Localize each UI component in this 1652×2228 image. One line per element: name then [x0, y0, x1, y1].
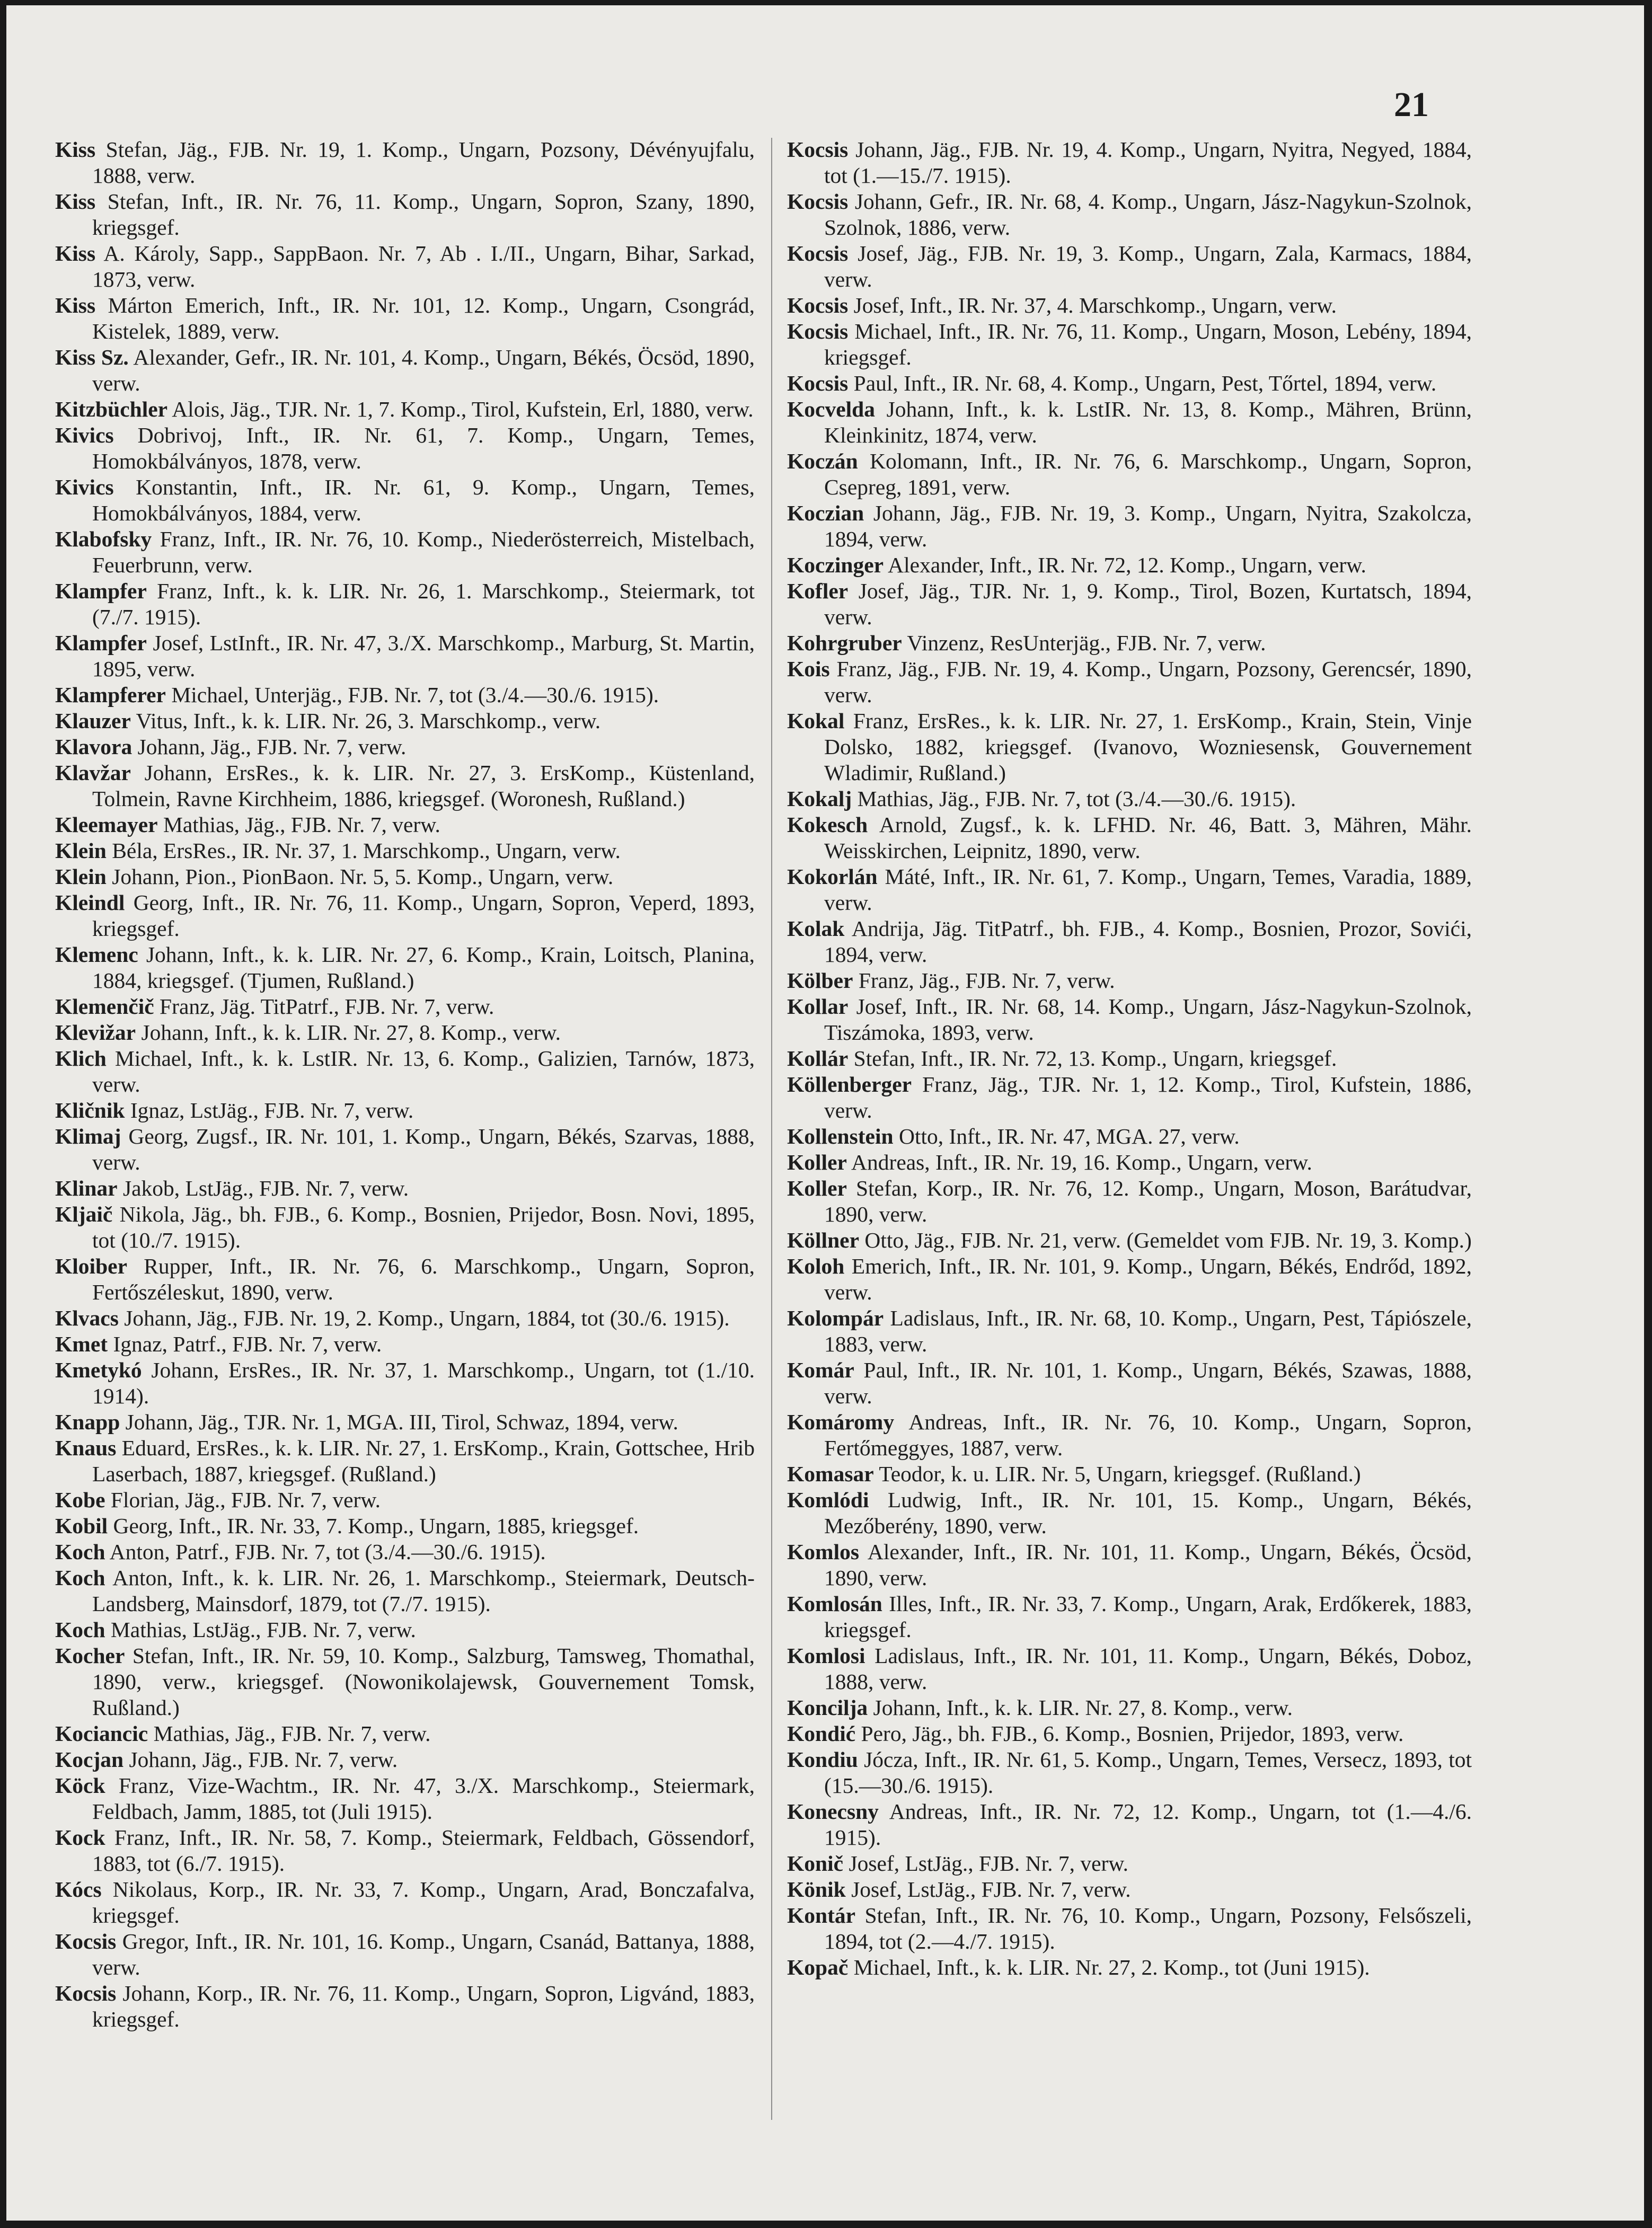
- entry-surname: Komlosán: [787, 1592, 882, 1616]
- entry-surname: Koczinger: [787, 553, 884, 577]
- column-divider: [771, 138, 772, 2120]
- list-entry: [55, 241, 755, 293]
- list-entry: [55, 890, 755, 942]
- entry-details: Stefan, Inft., IR. Nr. 59, 10. Komp., Salzburg, Tamsweg, Thomathal, 1890, verw., kriegsgef. (Nowonikolajewsk, Gouvernement Tomsk, Rußland.): [92, 1643, 755, 1720]
- list-entry: [787, 1591, 1472, 1643]
- list-entry: [787, 1955, 1472, 1981]
- page-number: 21: [1394, 85, 1429, 124]
- entry-details: Ludwig, Inft., IR. Nr. 101, 15. Komp., Ungarn, Békés, Mezőberény, 1890, verw.: [824, 1488, 1472, 1538]
- entry-details: Mathias, LstJäg., FJB. Nr. 7, verw.: [110, 1617, 416, 1642]
- entry-surname: Kitzbüchler: [55, 397, 168, 421]
- entry-surname: Klevižar: [55, 1020, 136, 1045]
- list-entry: [787, 1175, 1472, 1227]
- entry-surname: Klauzer: [55, 709, 131, 733]
- entry-surname: Kocjan: [55, 1747, 124, 1772]
- entry-details: Andreas, Inft., IR. Nr. 72, 12. Komp., Ungarn, tot (1.—4./6. 1915).: [824, 1799, 1472, 1850]
- entry-surname: Kocsis: [787, 137, 849, 162]
- list-entry: [787, 552, 1472, 578]
- entry-details: Michael, Inft., k. k. LstIR. Nr. 13, 6. Komp., Galizien, Tarnów, 1873, verw.: [92, 1046, 755, 1097]
- entry-surname: Komlos: [787, 1540, 860, 1564]
- entry-surname: Kopač: [787, 1955, 849, 1979]
- entry-details: Johann, Jäg., FJB. Nr. 7, verw.: [137, 735, 407, 759]
- entry-surname: Kiss: [55, 189, 96, 214]
- list-entry: [55, 1175, 755, 1201]
- entry-details: Ignaz, Patrf., FJB. Nr. 7, verw.: [113, 1332, 382, 1356]
- list-entry: [55, 1253, 755, 1305]
- list-entry: [787, 864, 1472, 916]
- entry-surname: Klein: [55, 838, 107, 863]
- list-entry: [55, 630, 755, 682]
- entry-details: Johann, Inft., k. k. LstIR. Nr. 13, 8. Komp., Mähren, Brünn, Kleinkinitz, 1874, verw.: [824, 397, 1472, 447]
- list-entry: [787, 1150, 1472, 1175]
- list-entry: [787, 1305, 1472, 1357]
- entry-details: Franz, Jäg., FJB. Nr. 7, verw.: [858, 968, 1115, 993]
- entry-surname: Kličnik: [55, 1098, 125, 1122]
- entry-surname: Kocsis: [55, 1981, 117, 2005]
- entry-surname: Kociancic: [55, 1721, 148, 1746]
- list-entry: [55, 396, 755, 422]
- entry-details: Vinzenz, ResUnterjäg., FJB. Nr. 7, verw.: [907, 631, 1266, 655]
- entry-details: Andreas, Inft., IR. Nr. 19, 16. Komp., Ungarn, verw.: [851, 1150, 1312, 1174]
- list-entry: [55, 1617, 755, 1643]
- entry-details: Johann, Gefr., IR. Nr. 68, 4. Komp., Ungarn, Jász-Nagykun-Szolnok, Szolnok, 1886, verw.: [824, 189, 1472, 240]
- list-entry: [787, 994, 1472, 1046]
- entry-details: Franz, Inft., k. k. LIR. Nr. 26, 1. Marschkomp., Steiermark, tot (7./7. 1915).: [92, 579, 755, 629]
- list-entry: [787, 1695, 1472, 1721]
- entry-details: Stefan, Inft., IR. Nr. 76, 10. Komp., Ungarn, Pozsony, Felsőszeli, 1894, tot (2.—4./7. 1915).: [824, 1903, 1472, 1953]
- entry-surname: Klavžar: [55, 761, 131, 785]
- list-entry: [55, 994, 755, 1020]
- list-entry: [787, 1227, 1472, 1253]
- entry-details: Georg, Zugsf., IR. Nr. 101, 1. Komp., Ungarn, Békés, Szarvas, 1888, verw.: [92, 1124, 755, 1174]
- entry-details: Rupper, Inft., IR. Nr. 76, 6. Marschkomp., Ungarn, Sopron, Fertőszéleskut, 1890, verw.: [92, 1254, 755, 1304]
- entry-details: Ignaz, LstJäg., FJB. Nr. 7, verw.: [130, 1098, 414, 1122]
- list-entry: [787, 1877, 1472, 1903]
- list-entry: [55, 1305, 755, 1331]
- entry-surname: Kokorlán: [787, 864, 878, 889]
- entry-details: Emerich, Inft., IR. Nr. 101, 9. Komp., Ungarn, Békés, Endrőd, 1892, verw.: [824, 1254, 1472, 1304]
- list-entry: [55, 137, 755, 189]
- list-entry: [55, 1825, 755, 1877]
- entry-surname: Klampferer: [55, 683, 166, 707]
- entry-surname: Köllner: [787, 1228, 860, 1252]
- entry-surname: Kolompár: [787, 1306, 884, 1330]
- list-entry: [787, 1487, 1472, 1539]
- entry-details: Johann, Jäg., FJB. Nr. 7, verw.: [129, 1747, 398, 1772]
- entry-surname: Könik: [787, 1877, 846, 1902]
- entry-surname: Kleemayer: [55, 812, 158, 837]
- entry-details: Franz, Vize-Wachtm., IR. Nr. 47, 3./X. Marschkomp., Steiermark, Feldbach, Jamm, 1885, tot (Juli 1915).: [92, 1773, 755, 1824]
- entry-details: Mathias, Jäg., FJB. Nr. 7, verw.: [163, 812, 440, 837]
- list-entry: [55, 734, 755, 760]
- entry-surname: Köck: [55, 1773, 105, 1798]
- entry-details: Franz, Jäg., TJR. Nr. 1, 12. Komp., Tirol, Kufstein, 1886, verw.: [824, 1072, 1472, 1122]
- list-entry: [55, 1877, 755, 1929]
- entry-surname: Köllenberger: [787, 1072, 912, 1097]
- entry-surname: Kokesch: [787, 812, 868, 837]
- list-entry: [787, 1461, 1472, 1487]
- list-entry: [55, 1020, 755, 1046]
- entry-details: Otto, Jäg., FJB. Nr. 21, verw. (Gemeldet vom FJB. Nr. 19, 3. Komp.): [864, 1228, 1472, 1252]
- list-entry: [55, 682, 755, 708]
- entry-surname: Komáromy: [787, 1410, 895, 1434]
- entry-details: Andreas, Inft., IR. Nr. 76, 10. Komp., Ungarn, Sopron, Fertőmeggyes, 1887, verw.: [824, 1410, 1472, 1460]
- entry-surname: Klampfer: [55, 631, 147, 655]
- list-entry: [55, 1098, 755, 1124]
- entry-surname: Kiss: [55, 293, 96, 317]
- entry-details: Alexander, Inft., IR. Nr. 101, 11. Komp., Ungarn, Békés, Öcsöd, 1890, verw.: [824, 1540, 1472, 1590]
- entry-details: Johann, Jäg., FJB. Nr. 19, 3. Komp., Ungarn, Nyitra, Szakolcza, 1894, verw.: [824, 501, 1472, 551]
- list-entry: [787, 812, 1472, 864]
- entry-details: Josef, Inft., IR. Nr. 37, 4. Marschkomp., Ungarn, verw.: [853, 293, 1337, 317]
- entry-surname: Kocvelda: [787, 397, 875, 421]
- entry-surname: Kljaič: [55, 1202, 113, 1226]
- entry-surname: Koch: [55, 1617, 105, 1642]
- entry-details: Márton Emerich, Inft., IR. Nr. 101, 12. Komp., Ungarn, Csongrád, Kistelek, 1889, verw.: [92, 293, 755, 343]
- entry-surname: Klampfer: [55, 579, 147, 603]
- entry-surname: Kolak: [787, 916, 845, 941]
- entry-surname: Klvacs: [55, 1306, 119, 1330]
- entry-surname: Kocsis: [787, 241, 849, 266]
- entry-details: Johann, Inft., k. k. LIR. Nr. 27, 8. Komp., verw.: [873, 1695, 1293, 1720]
- entry-details: Konstantin, Inft., IR. Nr. 61, 9. Komp., Ungarn, Temes, Homokbálványos, 1884, verw.: [92, 475, 755, 525]
- list-entry: [787, 370, 1472, 396]
- entry-surname: Klimaj: [55, 1124, 121, 1148]
- list-entry: [787, 1643, 1472, 1695]
- list-entry: [787, 1903, 1472, 1955]
- entry-surname: Kmetykó: [55, 1358, 142, 1382]
- entry-details: Nikolaus, Korp., IR. Nr. 33, 7. Komp., Ungarn, Arad, Bonczafalva, kriegsgef.: [92, 1877, 755, 1928]
- entry-details: Illes, Inft., IR. Nr. 33, 7. Komp., Ungarn, Arak, Erdőkerek, 1883, kriegsgef.: [824, 1592, 1472, 1642]
- list-entry: [787, 656, 1472, 708]
- entry-details: Pero, Jäg., bh. FJB., 6. Komp., Bosnien, Prijedor, 1893, verw.: [861, 1721, 1404, 1746]
- document-page: [6, 5, 1644, 2221]
- list-entry: [55, 293, 755, 344]
- entry-surname: Kohrgruber: [787, 631, 902, 655]
- entry-surname: Kocsis: [55, 1929, 117, 1953]
- entry-details: Kolomann, Inft., IR. Nr. 76, 6. Marschkomp., Ungarn, Sopron, Csepreg, 1891, verw.: [824, 449, 1472, 499]
- list-entry: [787, 1799, 1472, 1851]
- entry-details: Ladislaus, Inft., IR. Nr. 68, 10. Komp., Ungarn, Pest, Tápiószele, 1883, verw.: [824, 1306, 1472, 1356]
- entry-details: Michael, Inft., IR. Nr. 76, 11. Komp., Ungarn, Moson, Lebény, 1894, kriegsgef.: [824, 319, 1472, 369]
- entry-details: Alexander, Gefr., IR. Nr. 101, 4. Komp., Ungarn, Békés, Öcsöd, 1890, verw.: [92, 345, 755, 395]
- list-entry: [55, 1539, 755, 1565]
- list-entry: [55, 474, 755, 526]
- list-entry: [55, 760, 755, 812]
- entry-surname: Kócs: [55, 1877, 102, 1902]
- entry-surname: Kiss: [55, 137, 96, 162]
- entry-surname: Kölber: [787, 968, 853, 993]
- entry-surname: Kollenstein: [787, 1124, 894, 1148]
- entry-surname: Koncilja: [787, 1695, 868, 1720]
- entry-details: Georg, Inft., IR. Nr. 33, 7. Komp., Ungarn, 1885, kriegsgef.: [113, 1514, 639, 1538]
- entry-surname: Kobe: [55, 1488, 105, 1512]
- list-entry: [787, 1357, 1472, 1409]
- list-entry: [787, 293, 1472, 319]
- entry-details: Teodor, k. u. LIR. Nr. 5, Ungarn, kriegsgef. (Rußland.): [879, 1462, 1361, 1486]
- entry-details: Stefan, Korp., IR. Nr. 76, 12. Komp., Ungarn, Moson, Barátudvar, 1890, verw.: [824, 1176, 1472, 1226]
- list-entry: [787, 500, 1472, 552]
- list-entry: [55, 812, 755, 838]
- entry-surname: Komlosi: [787, 1643, 865, 1668]
- list-entry: [787, 1072, 1472, 1124]
- entry-surname: Knapp: [55, 1410, 120, 1434]
- entry-details: Georg, Inft., IR. Nr. 76, 11. Komp., Ungarn, Sopron, Veperd, 1893, kriegsgef.: [92, 890, 755, 941]
- entry-surname: Kollár: [787, 1046, 849, 1071]
- entry-details: Johann, Jäg., FJB. Nr. 19, 2. Komp., Ungarn, 1884, tot (30./6. 1915).: [124, 1306, 730, 1330]
- entry-details: Franz, Inft., IR. Nr. 58, 7. Komp., Steiermark, Feldbach, Gössendorf, 1883, tot (6./7. 1915).: [92, 1825, 755, 1876]
- entry-surname: Klemenc: [55, 942, 138, 967]
- list-entry: [55, 1487, 755, 1513]
- list-entry: [55, 344, 755, 396]
- entry-surname: Kokalj: [787, 786, 852, 811]
- list-entry: [55, 1201, 755, 1253]
- entry-surname: Koloh: [787, 1254, 845, 1278]
- list-entry: [787, 319, 1472, 370]
- entry-details: Dobrivoj, Inft., IR. Nr. 61, 7. Komp., Ungarn, Temes, Homokbálványos, 1878, verw.: [92, 423, 755, 473]
- entry-details: Vitus, Inft., k. k. LIR. Nr. 26, 3. Marschkomp., verw.: [136, 709, 601, 733]
- entry-details: Johann, Pion., PionBaon. Nr. 5, 5. Komp., Ungarn, verw.: [112, 864, 614, 889]
- entry-surname: Koczán: [787, 449, 858, 473]
- entry-details: Arnold, Zugsf., k. k. LFHD. Nr. 46, Batt. 3, Mähren, Mähr. Weisskirchen, Leipnitz, 1890, verw.: [824, 812, 1472, 863]
- entry-details: A. Károly, Sapp., SappBaon. Nr. 7, Ab . I./II., Ungarn, Bihar, Sarkad, 1873, verw.: [92, 241, 755, 291]
- list-entry: [787, 1721, 1472, 1747]
- entry-surname: Koch: [55, 1566, 105, 1590]
- entry-surname: Kiss Sz.: [55, 345, 129, 369]
- entry-details: Johann, Inft., k. k. LIR. Nr. 27, 8. Komp., verw.: [141, 1020, 561, 1045]
- list-entry: [787, 708, 1472, 786]
- entry-surname: Knaus: [55, 1436, 117, 1460]
- entry-details: Franz, ErsRes., k. k. LIR. Nr. 27, 1. ErsKomp., Krain, Stein, Vinje Dolsko, 1882, kriegsgef. (Ivanovo, Wozniesensk, Gouvernement Wladimir, Rußland.): [824, 709, 1472, 785]
- list-entry: [55, 1565, 755, 1617]
- entry-details: Nikola, Jäg., bh. FJB., 6. Komp., Bosnien, Prijedor, Bosn. Novi, 1895, tot (10./7. 1915).: [92, 1202, 755, 1252]
- entry-surname: Kock: [55, 1825, 105, 1850]
- list-entry: [55, 1929, 755, 1981]
- list-entry: [787, 916, 1472, 968]
- entry-surname: Kocher: [55, 1643, 125, 1668]
- entry-surname: Klinar: [55, 1176, 118, 1200]
- entry-surname: Klemenčič: [55, 994, 154, 1019]
- entry-surname: Koller: [787, 1176, 847, 1200]
- entry-details: Josef, LstJäg., FJB. Nr. 7, verw.: [851, 1877, 1131, 1902]
- right-column: [787, 137, 1472, 1981]
- list-entry: [787, 189, 1472, 241]
- entry-details: Florian, Jäg., FJB. Nr. 7, verw.: [110, 1488, 381, 1512]
- entry-surname: Kofler: [787, 579, 849, 603]
- list-entry: [787, 396, 1472, 448]
- list-entry: [55, 864, 755, 890]
- entry-details: Anton, Inft., k. k. LIR. Nr. 26, 1. Marschkomp., Steiermark, Deutsch-Landsberg, Mainsdorf, 1879, tot (7./7. 1915).: [92, 1566, 755, 1616]
- entry-details: Franz, Inft., IR. Nr. 76, 10. Komp., Niederösterreich, Mistelbach, Feuerbrunn, verw.: [92, 527, 755, 577]
- entry-surname: Klein: [55, 864, 107, 889]
- entry-details: Josef, Jäg., FJB. Nr. 19, 3. Komp., Ungarn, Zala, Karmacs, 1884, verw.: [824, 241, 1472, 291]
- list-entry: [55, 1643, 755, 1721]
- entry-details: Johann, ErsRes., IR. Nr. 37, 1. Marschkomp., Ungarn, tot (1./10. 1914).: [92, 1358, 755, 1408]
- list-entry: [55, 708, 755, 734]
- list-entry: [787, 1747, 1472, 1799]
- list-entry: [787, 630, 1472, 656]
- list-entry: [55, 1513, 755, 1539]
- entry-surname: Komár: [787, 1358, 854, 1382]
- entry-details: Johann, Inft., k. k. LIR. Nr. 27, 6. Komp., Krain, Loitsch, Planina, 1884, kriegsgef. (Tjumen, Rußland.): [92, 942, 755, 993]
- entry-surname: Kocsis: [787, 371, 849, 395]
- entry-details: Eduard, ErsRes., k. k. LIR. Nr. 27, 1. ErsKomp., Krain, Gottschee, Hrib Laserbach, 1887, kriegsgef. (Rußland.): [92, 1436, 755, 1486]
- entry-surname: Kiss: [55, 241, 96, 266]
- entry-surname: Kois: [787, 657, 830, 681]
- list-entry: [55, 838, 755, 864]
- list-entry: [55, 942, 755, 994]
- entry-details: Alois, Jäg., TJR. Nr. 1, 7. Komp., Tirol, Kufstein, Erl, 1880, verw.: [172, 397, 754, 421]
- entry-surname: Kloiber: [55, 1254, 128, 1278]
- list-entry: [55, 1773, 755, 1825]
- list-entry: [787, 786, 1472, 812]
- entry-details: Mathias, Jäg., FJB. Nr. 7, tot (3./4.—30./6. 1915).: [857, 786, 1296, 811]
- list-entry: [787, 968, 1472, 994]
- entry-details: Stefan, Jäg., FJB. Nr. 19, 1. Komp., Ungarn, Pozsony, Dévényujfalu, 1888, verw.: [92, 137, 755, 188]
- list-entry: [787, 1851, 1472, 1877]
- list-entry: [787, 1124, 1472, 1150]
- entry-details: Stefan, Inft., IR. Nr. 72, 13. Komp., Ungarn, kriegsgef.: [853, 1046, 1337, 1071]
- entry-details: Alexander, Inft., IR. Nr. 72, 12. Komp., Ungarn, verw.: [888, 553, 1366, 577]
- list-entry: [787, 1253, 1472, 1305]
- entry-surname: Koller: [787, 1150, 847, 1174]
- entry-surname: Kondiu: [787, 1747, 858, 1772]
- entry-surname: Konič: [787, 1851, 844, 1876]
- entry-surname: Kivics: [55, 423, 114, 447]
- entry-surname: Konecsny: [787, 1799, 879, 1824]
- entry-surname: Koczian: [787, 501, 864, 525]
- entry-surname: Kontár: [787, 1903, 856, 1928]
- entry-details: Ladislaus, Inft., IR. Nr. 101, 11. Komp., Ungarn, Békés, Doboz, 1888, verw.: [824, 1643, 1472, 1694]
- list-entry: [787, 448, 1472, 500]
- entry-details: Johann, Korp., IR. Nr. 76, 11. Komp., Ungarn, Sopron, Ligvánd, 1883, kriegsgef.: [92, 1981, 755, 2031]
- entry-surname: Kobil: [55, 1514, 108, 1538]
- entry-details: Johann, Jäg., FJB. Nr. 19, 4. Komp., Ungarn, Nyitra, Negyed, 1884, tot (1.—15./7. 1915).: [824, 137, 1472, 188]
- list-entry: [787, 241, 1472, 293]
- list-entry: [55, 578, 755, 630]
- entry-details: Johann, ErsRes., k. k. LIR. Nr. 27, 3. ErsKomp., Küstenland, Tolmein, Ravne Kirchheim, 1886, kriegsgef. (Woronesh, Rußland.): [92, 761, 755, 811]
- entry-details: Béla, ErsRes., IR. Nr. 37, 1. Marschkomp., Ungarn, verw.: [112, 838, 621, 863]
- list-entry: [55, 422, 755, 474]
- entry-surname: Kocsis: [787, 319, 849, 343]
- entry-surname: Koch: [55, 1540, 105, 1564]
- list-entry: [55, 1046, 755, 1098]
- list-entry: [787, 1409, 1472, 1461]
- entry-details: Jócza, Inft., IR. Nr. 61, 5. Komp., Ungarn, Temes, Versecz, 1893, tot (15.—30./6. 1915).: [824, 1747, 1472, 1798]
- entry-details: Paul, Inft., IR. Nr. 101, 1. Komp., Ungarn, Békés, Szawas, 1888, verw.: [824, 1358, 1472, 1408]
- entry-details: Franz, Jäg. TitPatrf., FJB. Nr. 7, verw.: [160, 994, 494, 1019]
- list-entry: [55, 1721, 755, 1747]
- list-entry: [55, 1409, 755, 1435]
- entry-surname: Kondić: [787, 1721, 856, 1746]
- entry-details: Otto, Inft., IR. Nr. 47, MGA. 27, verw.: [898, 1124, 1240, 1148]
- entry-details: Michael, Unterjäg., FJB. Nr. 7, tot (3./4.—30./6. 1915).: [171, 683, 659, 707]
- list-entry: [55, 189, 755, 241]
- entry-details: Josef, LstJäg., FJB. Nr. 7, verw.: [849, 1851, 1129, 1876]
- entry-surname: Kokal: [787, 709, 845, 733]
- entry-details: Josef, Inft., IR. Nr. 68, 14. Komp., Ungarn, Jász-Nagykun-Szolnok, Tiszámoka, 1893, verw.: [824, 994, 1472, 1045]
- entry-details: Andrija, Jäg. TitPatrf., bh. FJB., 4. Komp., Bosnien, Prozor, Sovići, 1894, verw.: [824, 916, 1472, 967]
- entry-surname: Kollar: [787, 994, 849, 1019]
- left-column: [55, 137, 755, 2032]
- entry-surname: Kocsis: [787, 189, 849, 214]
- entry-details: Paul, Inft., IR. Nr. 68, 4. Komp., Ungarn, Pest, Tőrtel, 1894, verw.: [853, 371, 1437, 395]
- entry-surname: Kivics: [55, 475, 114, 499]
- entry-surname: Kleindl: [55, 890, 125, 915]
- list-entry: [55, 1981, 755, 2032]
- list-entry: [787, 1046, 1472, 1072]
- list-entry: [55, 1124, 755, 1175]
- entry-surname: Komlódi: [787, 1488, 869, 1512]
- entry-details: Stefan, Inft., IR. Nr. 76, 11. Komp., Ungarn, Sopron, Szany, 1890, kriegsgef.: [92, 189, 755, 240]
- entry-surname: Komasar: [787, 1462, 874, 1486]
- list-entry: [787, 137, 1472, 189]
- list-entry: [787, 1539, 1472, 1591]
- list-entry: [55, 1747, 755, 1773]
- entry-details: Michael, Inft., k. k. LIR. Nr. 27, 2. Komp., tot (Juni 1915).: [853, 1955, 1370, 1979]
- entry-surname: Klich: [55, 1046, 107, 1071]
- entry-details: Gregor, Inft., IR. Nr. 101, 16. Komp., Ungarn, Csanád, Battanya, 1888, verw.: [92, 1929, 755, 1979]
- list-entry: [55, 1331, 755, 1357]
- entry-details: Johann, Jäg., TJR. Nr. 1, MGA. III, Tirol, Schwaz, 1894, verw.: [125, 1410, 678, 1434]
- entry-details: Josef, LstInft., IR. Nr. 47, 3./X. Marschkomp., Marburg, St. Martin, 1895, verw.: [92, 631, 755, 681]
- entry-details: Anton, Patrf., FJB. Nr. 7, tot (3./4.—30./6. 1915).: [109, 1540, 546, 1564]
- list-entry: [55, 1435, 755, 1487]
- entry-details: Máté, Inft., IR. Nr. 61, 7. Komp., Ungarn, Temes, Varadia, 1889, verw.: [824, 864, 1472, 915]
- entry-surname: Klabofsky: [55, 527, 152, 551]
- entry-details: Jakob, LstJäg., FJB. Nr. 7, verw.: [122, 1176, 409, 1200]
- entry-surname: Kocsis: [787, 293, 849, 317]
- list-entry: [55, 526, 755, 578]
- list-entry: [787, 578, 1472, 630]
- entry-details: Franz, Jäg., FJB. Nr. 19, 4. Komp., Ungarn, Pozsony, Gerencsér, 1890, verw.: [824, 657, 1472, 707]
- entry-surname: Klavora: [55, 735, 132, 759]
- entry-surname: Kmet: [55, 1332, 108, 1356]
- entry-details: Josef, Jäg., TJR. Nr. 1, 9. Komp., Tirol, Bozen, Kurtatsch, 1894, verw.: [824, 579, 1472, 629]
- list-entry: [55, 1357, 755, 1409]
- entry-details: Mathias, Jäg., FJB. Nr. 7, verw.: [153, 1721, 431, 1746]
